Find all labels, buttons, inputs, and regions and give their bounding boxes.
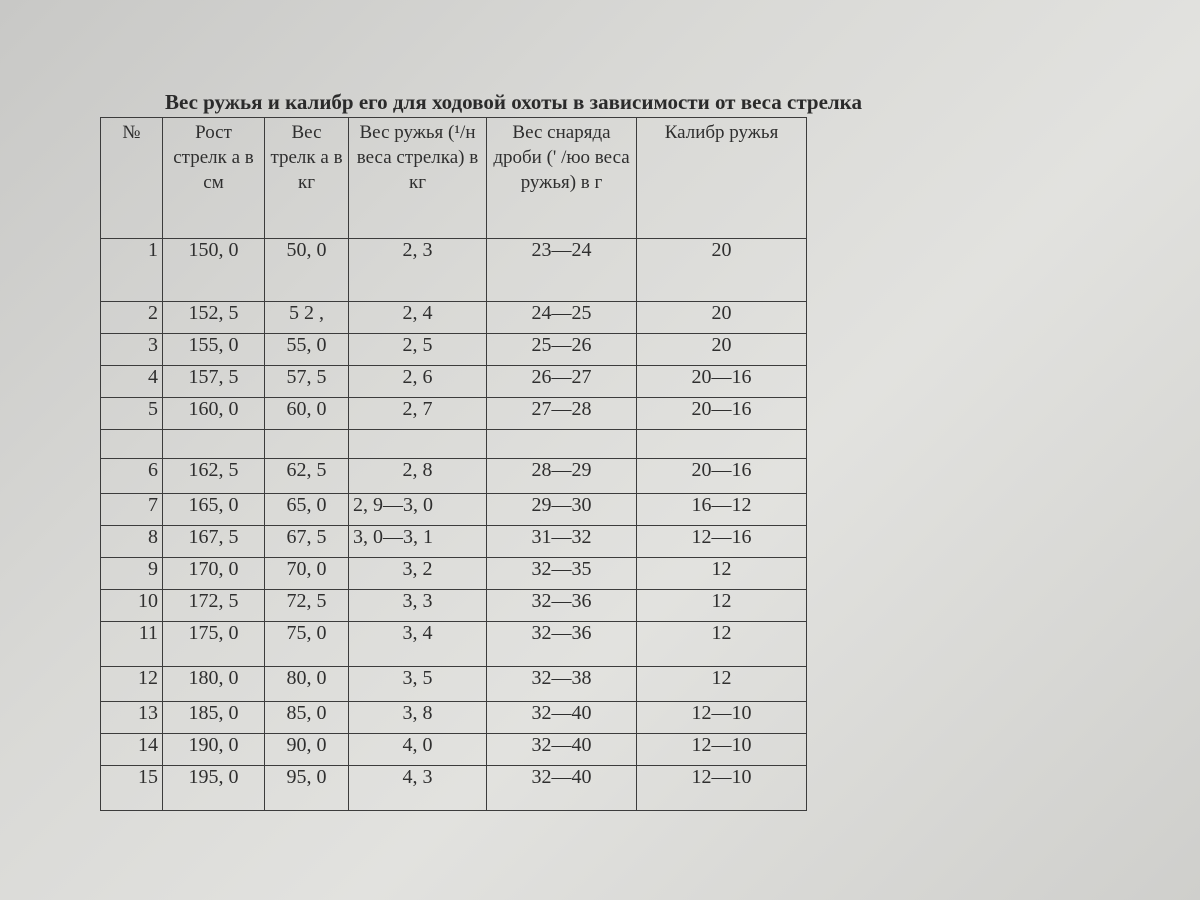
- cell-number: 9: [101, 558, 163, 590]
- cell-number: 7: [101, 494, 163, 526]
- document-title: Вес ружья и калибр его для ходовой охоты в зависимости от веса стрелка: [165, 90, 862, 114]
- cell-caliber: 20: [637, 239, 807, 302]
- cell-shot-weight: 23—24: [487, 239, 637, 302]
- cell-height: 180, 0: [163, 667, 265, 702]
- cell-number: 8: [101, 526, 163, 558]
- table-row: [101, 398, 807, 430]
- cell-height: 162, 5: [163, 459, 265, 494]
- cell-gun-weight: 4, 3: [349, 766, 487, 811]
- cell-height: 160, 0: [163, 398, 265, 430]
- table-row: [101, 558, 807, 590]
- cell-number: 4: [101, 366, 163, 398]
- cell-shooter-weight: 62, 5: [265, 459, 349, 494]
- cell-shooter-weight: 75, 0: [265, 622, 349, 667]
- cell-gun-weight: 2, 4: [349, 302, 487, 334]
- header-gun-weight: Вес ружья (¹/н веса стрелка) в кг: [349, 118, 487, 239]
- gun-weight-table: [100, 117, 807, 811]
- cell-shooter-weight: 50, 0: [265, 239, 349, 302]
- cell-shooter-weight: 60, 0: [265, 398, 349, 430]
- cell-height: 165, 0: [163, 494, 265, 526]
- cell-shot-weight: 24—25: [487, 302, 637, 334]
- table-row: [101, 622, 807, 667]
- cell-number: 12: [101, 667, 163, 702]
- table-row: [101, 766, 807, 811]
- cell-height: 190, 0: [163, 734, 265, 766]
- cell-shot-weight: 27—28: [487, 398, 637, 430]
- cell-shooter-weight: 95, 0: [265, 766, 349, 811]
- cell-caliber: 20: [637, 302, 807, 334]
- cell-shooter-weight: 80, 0: [265, 667, 349, 702]
- table-row: [101, 590, 807, 622]
- cell-gun-weight: 3, 8: [349, 702, 487, 734]
- cell-caliber: [637, 430, 807, 459]
- cell-height: 170, 0: [163, 558, 265, 590]
- cell-gun-weight: 3, 0—3, 1: [349, 526, 487, 558]
- cell-gun-weight: 2, 9—3, 0: [349, 494, 487, 526]
- cell-caliber: 16—12: [637, 494, 807, 526]
- cell-caliber: 12—10: [637, 734, 807, 766]
- cell-height: 152, 5: [163, 302, 265, 334]
- cell-number: 5: [101, 398, 163, 430]
- cell-shooter-weight: 90, 0: [265, 734, 349, 766]
- cell-caliber: 20—16: [637, 459, 807, 494]
- cell-caliber: 20—16: [637, 366, 807, 398]
- cell-shot-weight: 31—32: [487, 526, 637, 558]
- cell-shooter-weight: 72, 5: [265, 590, 349, 622]
- cell-caliber: 12: [637, 622, 807, 667]
- cell-caliber: 12: [637, 590, 807, 622]
- table-row-empty: [101, 430, 807, 459]
- header-shooter-weight: Вес трелк а в кг: [265, 118, 349, 239]
- cell-shot-weight: 25—26: [487, 334, 637, 366]
- cell-caliber: 20: [637, 334, 807, 366]
- cell-shot-weight: 32—40: [487, 702, 637, 734]
- table-row: [101, 702, 807, 734]
- cell-gun-weight: [349, 430, 487, 459]
- cell-height: 155, 0: [163, 334, 265, 366]
- table-row: [101, 734, 807, 766]
- table-row: [101, 302, 807, 334]
- table-row: [101, 459, 807, 494]
- cell-number: 3: [101, 334, 163, 366]
- cell-shot-weight: 32—40: [487, 734, 637, 766]
- cell-number: 10: [101, 590, 163, 622]
- cell-gun-weight: 3, 3: [349, 590, 487, 622]
- cell-gun-weight: 3, 5: [349, 667, 487, 702]
- cell-shooter-weight: 65, 0: [265, 494, 349, 526]
- cell-shooter-weight: 70, 0: [265, 558, 349, 590]
- cell-caliber: 12: [637, 667, 807, 702]
- cell-gun-weight: 2, 3: [349, 239, 487, 302]
- cell-gun-weight: 3, 2: [349, 558, 487, 590]
- table-row: [101, 494, 807, 526]
- cell-number: 2: [101, 302, 163, 334]
- cell-number: 6: [101, 459, 163, 494]
- header-caliber: Калибр ружья: [637, 118, 807, 239]
- cell-caliber: 12: [637, 558, 807, 590]
- header-shot-weight: Вес снаряда дроби (' /юо веса ружья) в г: [487, 118, 637, 239]
- cell-height: 157, 5: [163, 366, 265, 398]
- cell-shooter-weight: 5 2 ,: [265, 302, 349, 334]
- cell-caliber: 12—10: [637, 702, 807, 734]
- cell-number: 1: [101, 239, 163, 302]
- cell-shooter-weight: 57, 5: [265, 366, 349, 398]
- cell-number: 13: [101, 702, 163, 734]
- header-height: Рост стрелк а в см: [163, 118, 265, 239]
- cell-height: 172, 5: [163, 590, 265, 622]
- table-row: [101, 526, 807, 558]
- cell-number: 11: [101, 622, 163, 667]
- cell-shot-weight: 32—36: [487, 622, 637, 667]
- cell-shooter-weight: 55, 0: [265, 334, 349, 366]
- cell-shot-weight: 28—29: [487, 459, 637, 494]
- cell-gun-weight: 4, 0: [349, 734, 487, 766]
- cell-gun-weight: 3, 4: [349, 622, 487, 667]
- cell-height: 175, 0: [163, 622, 265, 667]
- cell-shot-weight: [487, 430, 637, 459]
- cell-number: [101, 430, 163, 459]
- table-row: [101, 239, 807, 302]
- cell-caliber: 20—16: [637, 398, 807, 430]
- cell-height: [163, 430, 265, 459]
- cell-shot-weight: 32—35: [487, 558, 637, 590]
- cell-shot-weight: 29—30: [487, 494, 637, 526]
- table-header-row: [101, 118, 807, 239]
- cell-height: 185, 0: [163, 702, 265, 734]
- cell-gun-weight: 2, 5: [349, 334, 487, 366]
- cell-gun-weight: 2, 6: [349, 366, 487, 398]
- cell-height: 167, 5: [163, 526, 265, 558]
- table-row: [101, 366, 807, 398]
- cell-shot-weight: 32—38: [487, 667, 637, 702]
- cell-shot-weight: 32—36: [487, 590, 637, 622]
- table-row: [101, 667, 807, 702]
- cell-shot-weight: 32—40: [487, 766, 637, 811]
- table-row: [101, 334, 807, 366]
- cell-number: 14: [101, 734, 163, 766]
- cell-shooter-weight: 85, 0: [265, 702, 349, 734]
- header-number: №: [101, 118, 163, 239]
- cell-caliber: 12—10: [637, 766, 807, 811]
- cell-height: 150, 0: [163, 239, 265, 302]
- cell-gun-weight: 2, 8: [349, 459, 487, 494]
- cell-shooter-weight: 67, 5: [265, 526, 349, 558]
- cell-shot-weight: 26—27: [487, 366, 637, 398]
- cell-gun-weight: 2, 7: [349, 398, 487, 430]
- cell-caliber: 12—16: [637, 526, 807, 558]
- cell-height: 195, 0: [163, 766, 265, 811]
- cell-shooter-weight: [265, 430, 349, 459]
- cell-number: 15: [101, 766, 163, 811]
